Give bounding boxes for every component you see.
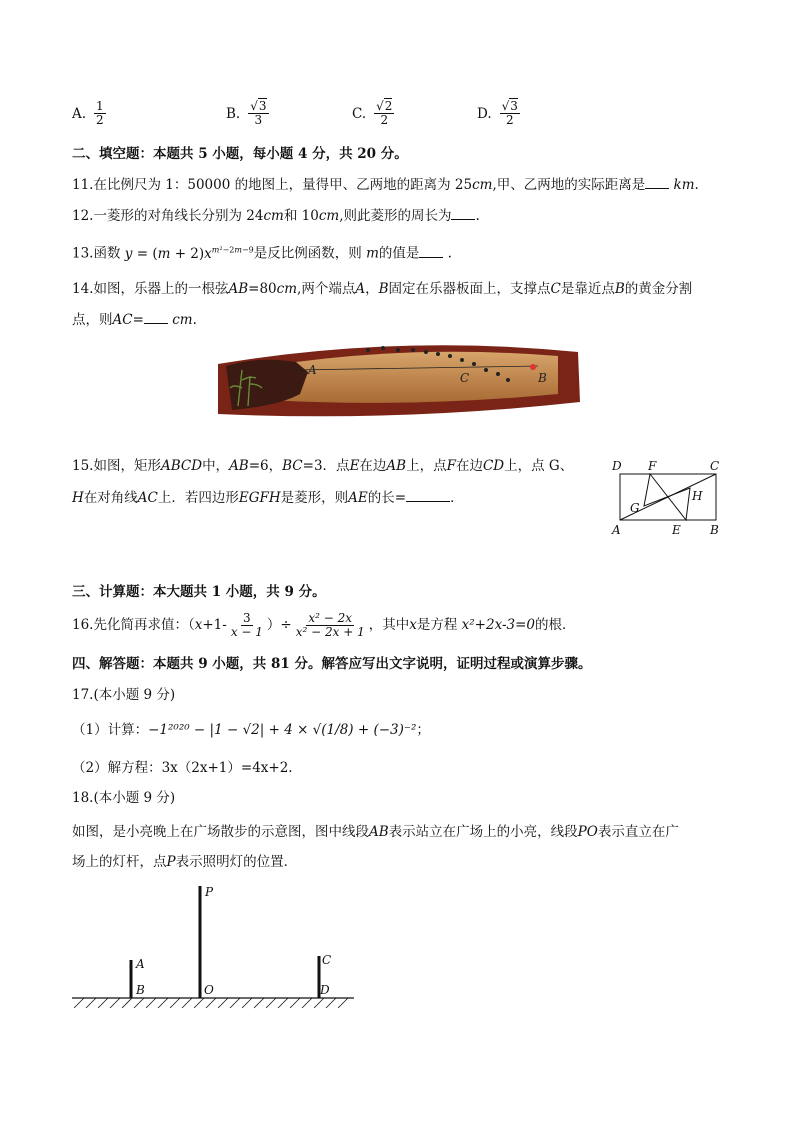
label-c: C — [710, 459, 720, 473]
function-expression: $y = (m + 2)x^{m^2-2m-9}$ — [124, 245, 254, 262]
question-12: 12.一菱形的对角线长分别为 24cm和 10cm,则此菱形的周长为 . — [72, 208, 480, 224]
label-o: O — [204, 983, 214, 997]
label-a: A — [136, 957, 145, 971]
answer-blank — [419, 257, 443, 258]
section-heading: 三、计算题：本大题共 1 小题，共 9 分。 — [72, 584, 326, 600]
option-label: C. — [352, 105, 367, 122]
option-a — [72, 100, 108, 127]
section-heading: 二、填空题：本题共 5 小题，每小题 4 分，共 20 分。 — [72, 146, 408, 162]
question-18-head: 18.(本小题 9 分) — [72, 790, 176, 806]
label-g: G — [630, 501, 640, 515]
label-p: P — [205, 885, 214, 899]
answer-blank — [451, 219, 475, 220]
option-label: A. — [72, 105, 87, 122]
question-17-part1: （1）计算：−1²⁰²⁰ − |1 − √2| + 4 × √(1/8) + (−3)⁻²； — [72, 722, 430, 738]
answer-blank — [406, 501, 450, 502]
label-h: H — [692, 489, 703, 503]
question-15-line1: 15.如图，矩形ABCD中，AB=6，BC=3．点E在边AB上，点F在边CD上，点 G、 — [72, 458, 574, 474]
option-fraction: $\frac{√3}{3}$ — [250, 99, 267, 127]
option-d — [477, 100, 522, 127]
option-c — [352, 100, 396, 127]
label-d: D — [612, 459, 622, 473]
option-fraction: $\frac{1}{2}$ — [96, 99, 104, 127]
option-b — [226, 100, 271, 127]
question-13: 13.函数 $y = (m + 2)x^{m^2-2m-9}$是反比例函数，则 m的值是 . — [72, 245, 452, 262]
option-fraction: $\frac{√3}{2}$ — [501, 99, 518, 127]
ground-hatching — [74, 998, 348, 1008]
label-a: A — [612, 523, 621, 537]
answer-blank — [645, 188, 669, 189]
label-b: B — [538, 371, 547, 385]
label-a: A — [308, 363, 317, 377]
question-14-line1: 14.如图，乐器上的一根弦AB=80cm,两个端点A，B固定在乐器板面上，支撑点C是靠近点B的黄金分割 — [72, 281, 693, 297]
end-marker — [530, 364, 536, 370]
question-17-part2: （2）解方程：3x（2x+1）=4x+2. — [72, 760, 293, 776]
question-15-line2: H在对角线AC上．若四边形EGFH是菱形，则AE的长= ． — [72, 490, 464, 506]
label-c: C — [460, 371, 470, 385]
question-14-line2: 点，则AC= cm. — [72, 312, 197, 328]
label-e: E — [672, 523, 681, 537]
option-label: D. — [477, 105, 492, 122]
rectangle-figure — [606, 456, 730, 538]
fraction-1: $\frac{3}{x - 1}$ — [230, 610, 263, 639]
zither-figure — [208, 336, 588, 422]
label-c: C — [322, 953, 332, 967]
question-17-head: 17.(本小题 9 分) — [72, 687, 176, 703]
label-d: D — [320, 983, 330, 997]
label-f: F — [648, 459, 657, 473]
answer-blank — [144, 323, 168, 324]
label-b: B — [136, 983, 145, 997]
fraction-2: $\frac{\text{x² − 2x}}{\text{x² − 2x + 1}}$ — [295, 610, 365, 639]
question-18-line2: 场上的灯杆，点P表示照明灯的位置． — [72, 854, 298, 870]
question-18-line1: 如图，是小亮晚上在广场散步的示意图，图中线段AB表示站立在广场上的小亮，线段PO表示直立在广 — [72, 824, 679, 840]
lamp-figure — [70, 882, 360, 1012]
option-fraction: $\frac{√2}{2}$ — [376, 99, 393, 127]
label-b: B — [710, 523, 719, 537]
question-16: 16.先化简再求值：（ x +1- $\frac{3}{x - 1}$ ）÷ $\frac{\text{x² − 2x}}{\text{x² − 2x + 1}}$ ，其中 x 是方程 x²+2x-3=0 的根． — [72, 610, 576, 639]
question-11: 11.在比例尺为 1：50000 的地图上，量得甲、乙两地的距离为 25cm,甲、乙两地的实际距离是 km. — [72, 177, 699, 193]
section-heading: 四、解答题：本题共 9 小题，共 81 分。解答应写出文字说明，证明过程或演算步骤。 — [72, 656, 592, 672]
option-label: B. — [226, 105, 241, 122]
